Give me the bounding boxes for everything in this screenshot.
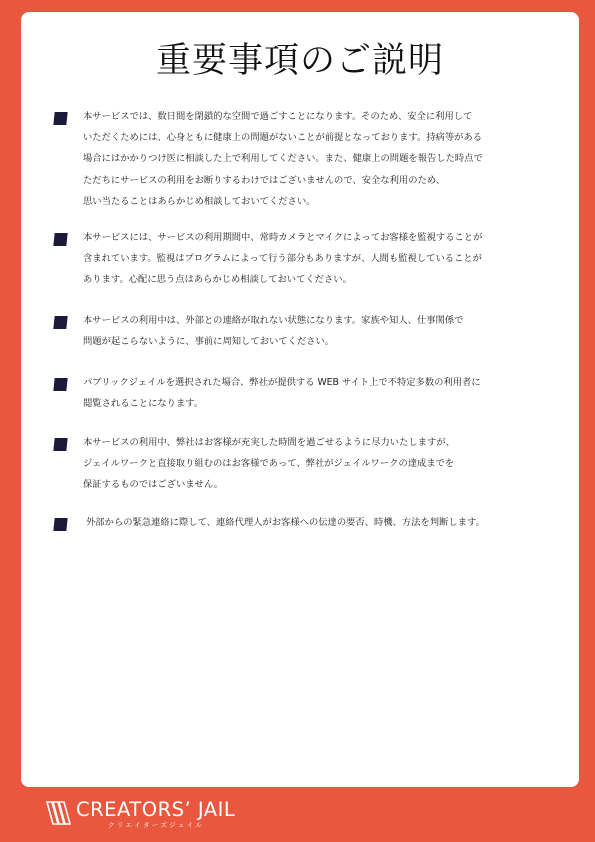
logo-subtext: クリエイターズジェイル — [108, 821, 205, 829]
notice-line: 含まれています。監視はプログラムによって行う部分もありますが、人間も監視していることが — [83, 253, 482, 265]
notice-line: あります。心配に思う点はあらかじめ相談しておいてください。 — [83, 274, 352, 286]
notice-line: 本サービスには、サービスの利用期間中、常時カメラとマイクによってお客様を監視することが — [83, 232, 483, 243]
notice-line: 保証するものではございません。 — [83, 479, 224, 491]
notice-text — [83, 372, 563, 414]
notice-line: 本サービスでは、数日間を閉鎖的な空間で過ごすことになります。そのため、安全に利用して — [83, 111, 473, 122]
bullet-square-icon — [53, 378, 67, 391]
notice-line: 場合にはかかりつけ医に相談した上で利用してください。また、健康上の問題を報告した時点で — [83, 153, 483, 165]
bullet-square-icon — [53, 112, 67, 125]
notice-line: 閲覧されることになります。 — [83, 398, 204, 410]
notice-line: ジェイルワークと直接取り組むのはお客様であって、弊社がジェイルワークの達成までを — [83, 458, 455, 470]
notice-text — [83, 106, 563, 212]
notice-text — [86, 512, 566, 533]
notice-line: いただくためには、心身ともに健康上の問題がないことが前提となっております。持病等がある — [83, 132, 483, 144]
page-title: 重要事項のご説明 — [155, 41, 444, 81]
bullet-square-icon — [53, 438, 67, 451]
notice-text — [83, 227, 563, 291]
notice-text — [83, 310, 563, 352]
creators-jail-logo — [46, 798, 266, 835]
logo-mark-icon — [46, 801, 76, 825]
notice-text — [83, 432, 563, 496]
notice-line: パブリックジェイルを選択された場合、弊社が提供する WEB サイト上で不特定多数の利用者に — [83, 377, 481, 388]
notice-line: 本サービスの利用中、弊社はお客様が充実した時間を過ごせるように尽力いたしますが、 — [83, 437, 455, 448]
notice-line: ただちにサービスの利用をお断りするわけではございませんので、安全な利用のため、 — [83, 174, 446, 186]
notice-line: 問題が起こらないように、事前に周知しておいてください。 — [83, 336, 335, 348]
bullet-square-icon — [53, 233, 67, 246]
bullet-square-icon — [53, 316, 67, 329]
notice-line: 本サービスの利用中は、外部との連絡が取れない状態になります。家族や知人、仕事関係で — [83, 315, 464, 326]
bullet-square-icon — [53, 518, 67, 531]
document-card — [21, 12, 579, 787]
notice-line: 外部からの緊急連絡に際して、連絡代理人がお客様への伝達の要否、時機、方法を判断します。 — [86, 517, 485, 528]
notice-line: 思い当たることはあらかじめ相談しておいてください。 — [83, 195, 316, 207]
logo-text: CREATORS’ JAIL — [76, 798, 236, 821]
